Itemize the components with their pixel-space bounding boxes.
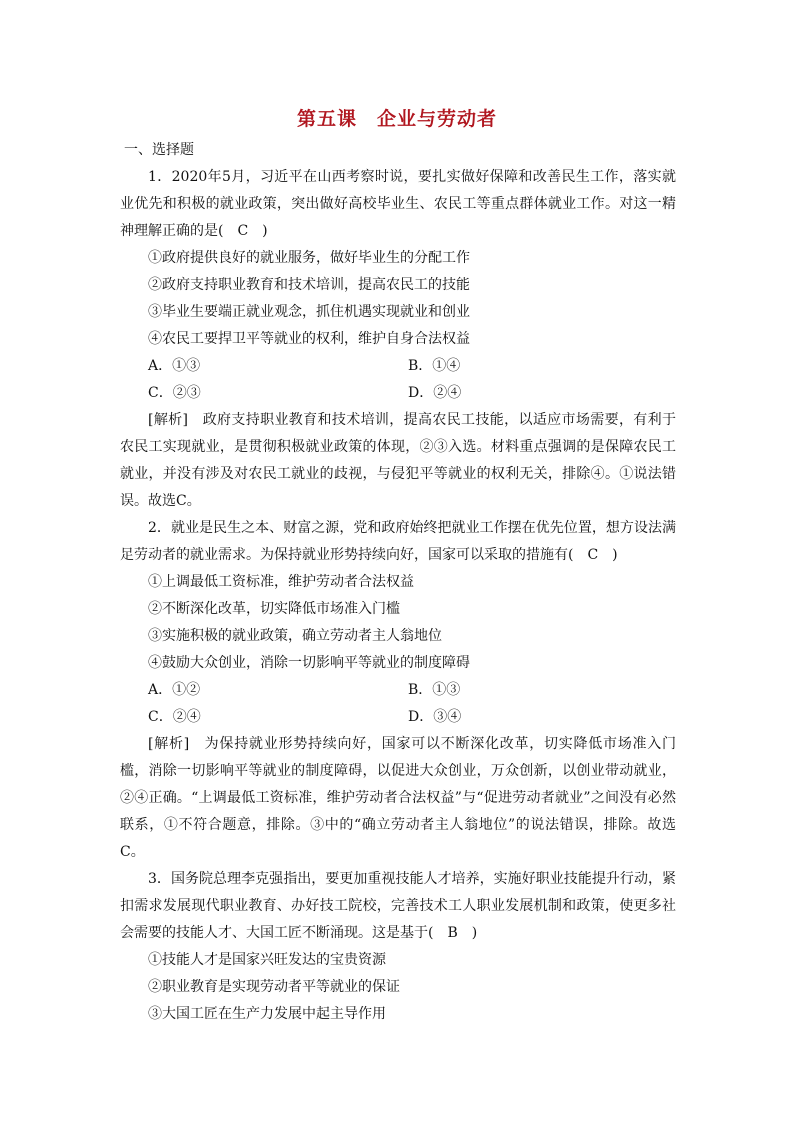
question-2-stem: 2．就业是民生之本、财富之源，党和政府始终把就业工作摆在优先位置，想方设法满足劳动者的就业需求。为保持就业形势持续向好，国家可以采取的措施有( C ): [120, 520, 676, 563]
question-3-item-2: ②职业教育是实现劳动者平等就业的保证: [148, 979, 400, 995]
question-1-item-2: ②政府支持职业教育和技术培训，提高农民工的技能: [148, 277, 470, 293]
choice-a: A．①③: [148, 358, 201, 374]
choice-d: D．③④: [408, 709, 462, 725]
choice-d: D．②④: [408, 385, 462, 401]
question-1-stem: 1．2020年5月，习近平在山西考察时说，要扎实做好保障和改善民生工作，落实就业优先和积极的就业政策，突出做好高校毕业生、农民工等重点群体就业工作。对这一精神理解正确的是( C ): [120, 169, 676, 239]
section-heading: 一、选择题: [124, 142, 194, 158]
choice-a: A．①②: [148, 682, 201, 698]
document-body: [120, 137, 676, 1028]
question-1-item-1: ①政府提供良好的就业服务，做好毕业生的分配工作: [148, 250, 470, 266]
question-2-item-1: ①上调最低工资标准，维护劳动者合法权益: [148, 574, 414, 590]
question-3-item-3: ③大国工匠在生产力发展中起主导作用: [148, 1006, 386, 1022]
question-1-item-3: ③毕业生要端正就业观念，抓住机遇实现就业和创业: [148, 304, 470, 320]
choice-b: B．①④: [408, 358, 461, 374]
question-2-item-4: ④鼓励大众创业，消除一切影响平等就业的制度障碍: [148, 655, 470, 671]
question-2-choices-row-1: [120, 677, 676, 704]
question-1-analysis: [解析] 政府支持职业教育和技术培训，提高农民工技能，以适应市场需要，有利于农民工实现就业，是贯彻积极就业政策的体现，②③入选。材料重点强调的是保障农民工就业，并没有涉及对农民工就业的歧视，与侵犯平等就业的权利无关，排除④。①说法错误。故选C。: [120, 412, 676, 509]
question-1-choices-row-1: [120, 353, 676, 380]
question-1-item-4: ④农民工要捍卫平等就业的权利，维护自身合法权益: [148, 331, 470, 347]
choice-b: B．①③: [408, 682, 461, 698]
question-3-item-1: ①技能人才是国家兴旺发达的宝贵资源: [148, 952, 386, 968]
choice-c: C．②③: [148, 385, 201, 401]
question-2-analysis: [解析] 为保持就业形势持续向好，国家可以不断深化改革，切实降低市场准入门槛，消除一切影响平等就业的制度障碍，以促进大众创业，万众创新，以创业带动就业，②④正确。“上调最低工资标准，维护劳动者合法权益”与“促进劳动者就业”之间没有必然联系，①不符合题意，排除。③中的“确立劳动者主人翁地位”的说法错误，排除。故选C。: [120, 736, 676, 860]
question-2-choices-row-2: [120, 704, 676, 731]
question-3-stem: 3．国务院总理李克强指出，要更加重视技能人才培养，实施好职业技能提升行动，紧扣需求发展现代职业教育、办好技工院校，完善技术工人职业发展机制和政策，使更多社会需要的技能人才、大国工匠不断涌现。这是基于( B ): [120, 871, 676, 941]
question-2-item-3: ③实施积极的就业政策，确立劳动者主人翁地位: [148, 628, 442, 644]
question-2-item-2: ②不断深化改革，切实降低市场准入门槛: [148, 601, 400, 617]
question-1-choices-row-2: [120, 380, 676, 407]
choice-c: C．②④: [148, 709, 201, 725]
page-title: 第五课 企业与劳动者: [296, 108, 497, 130]
